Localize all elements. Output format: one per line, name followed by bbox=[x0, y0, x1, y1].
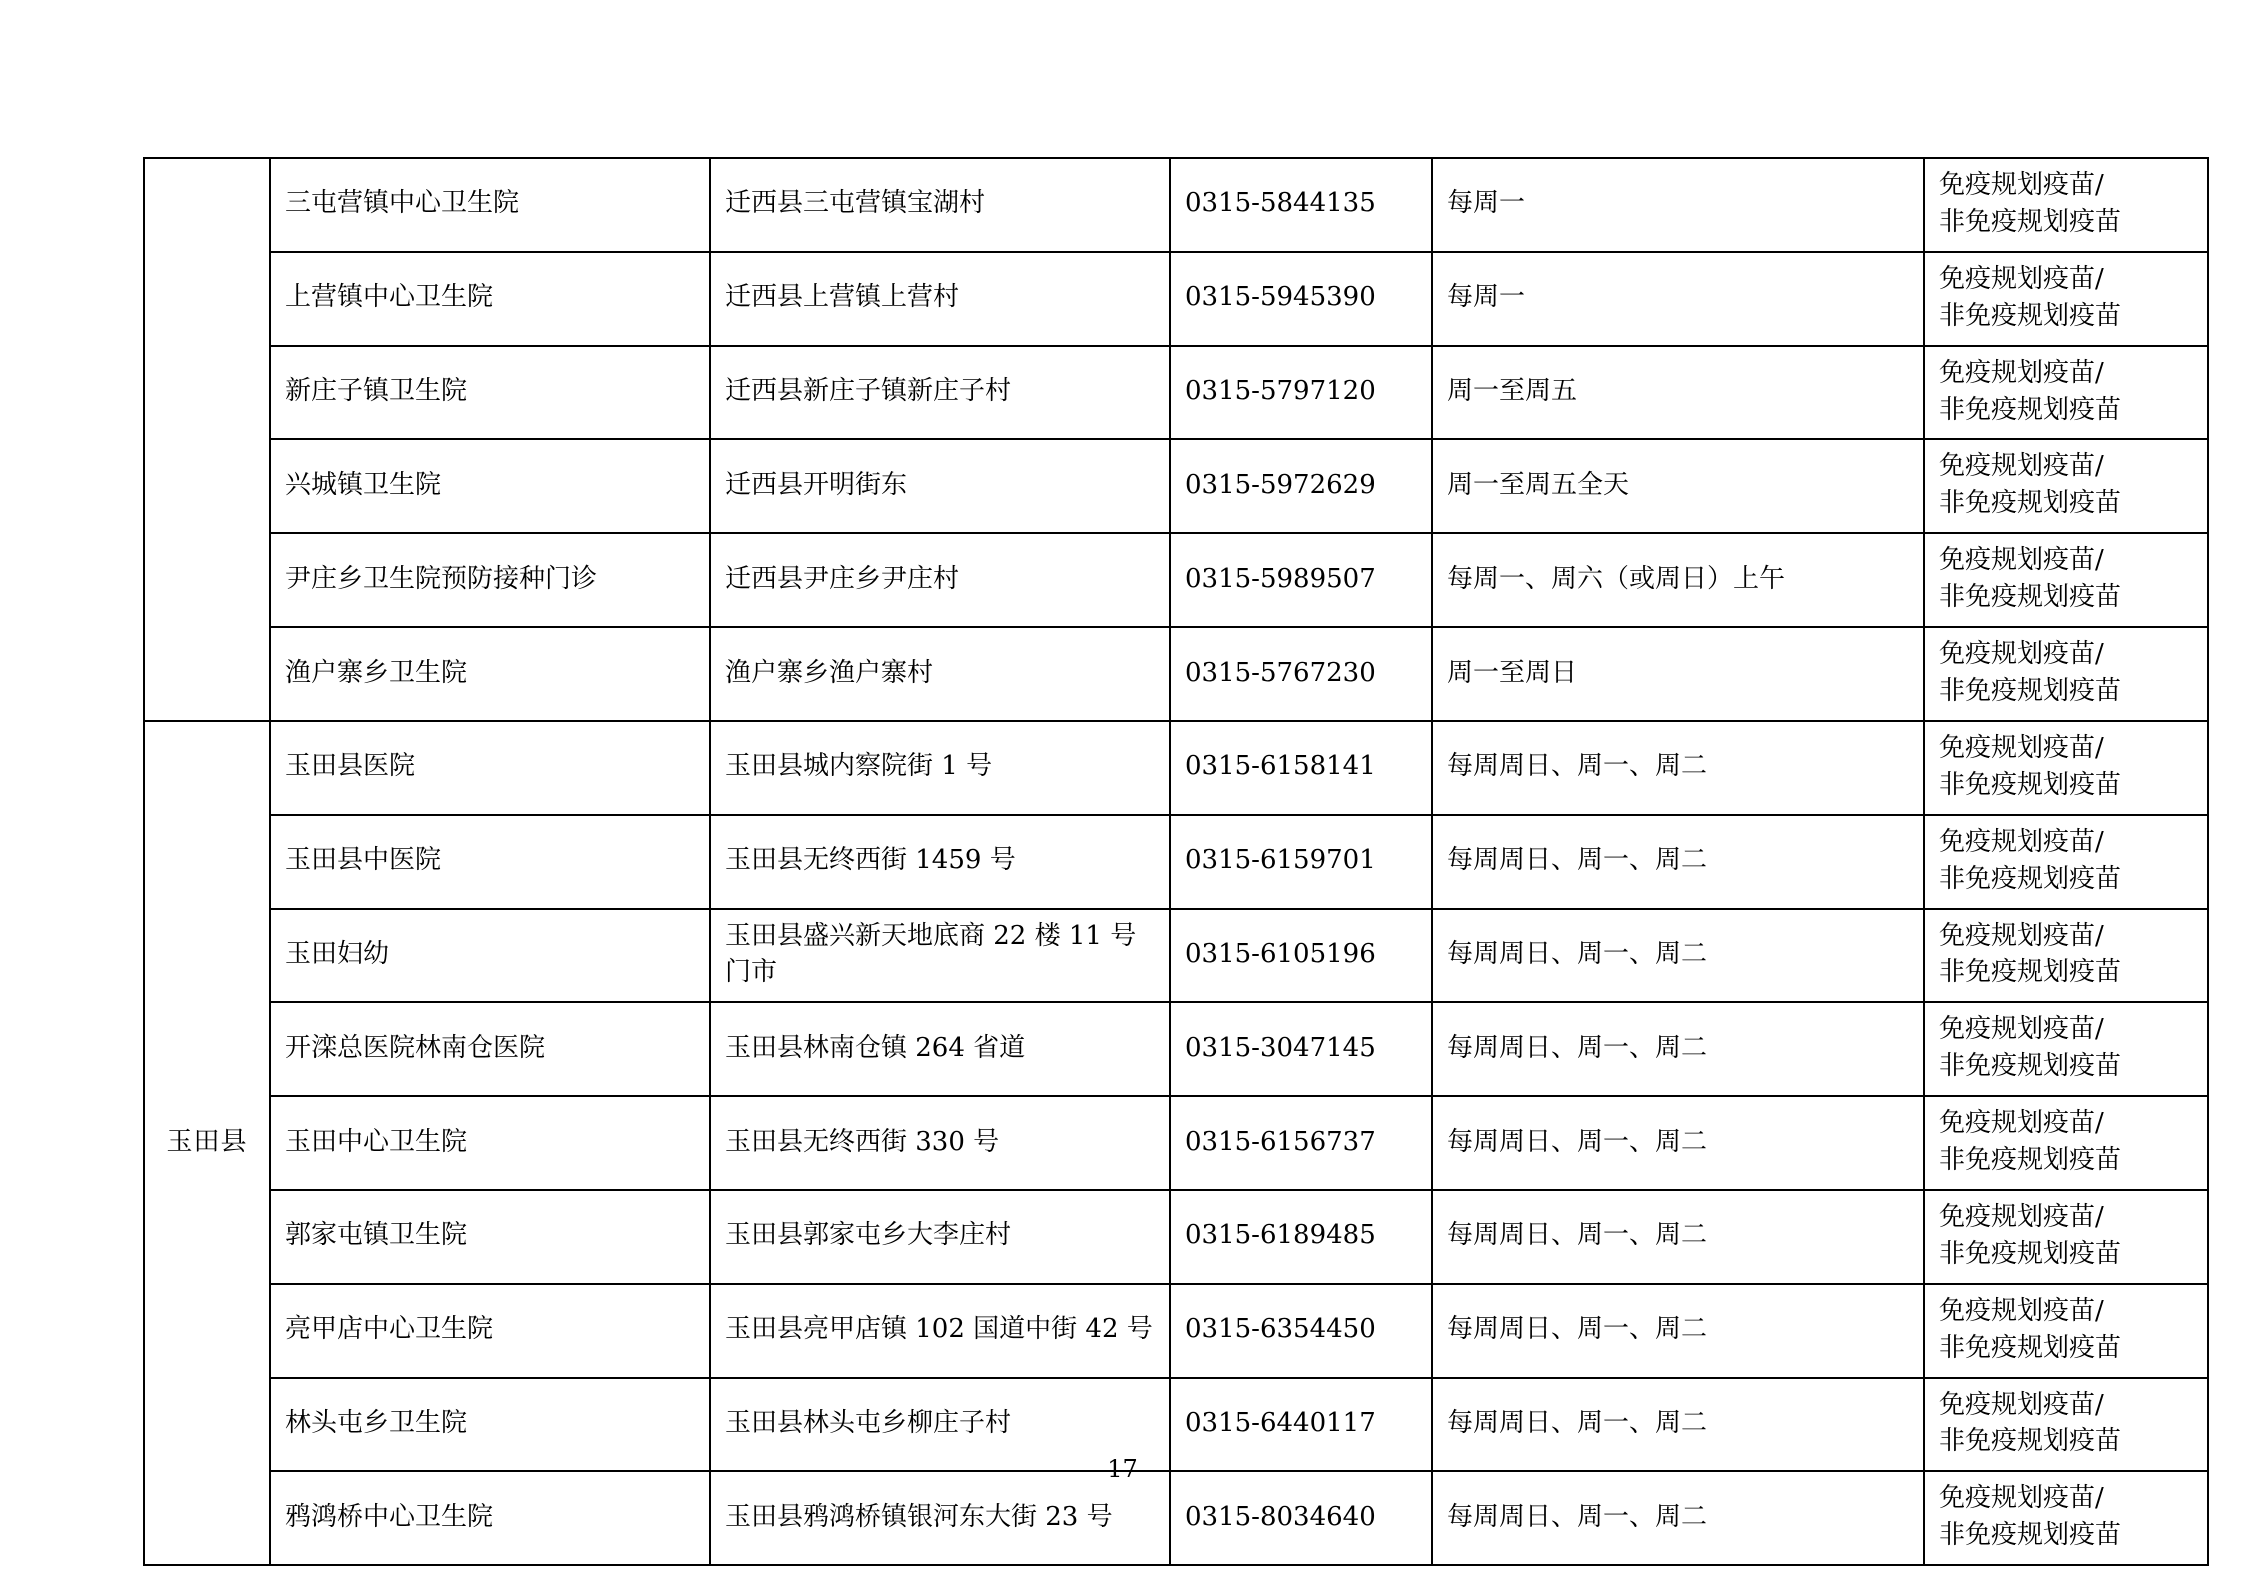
table-body bbox=[144, 158, 2208, 1565]
vaccine-type-cell bbox=[1924, 1002, 2208, 1096]
vaccine-type-line-2: 非免疫规划疫苗 bbox=[1939, 1145, 2122, 1176]
site-phone-cell: 0315-5767230 bbox=[1170, 627, 1432, 721]
vaccine-type-line-2: 非免疫规划疫苗 bbox=[1939, 1426, 2122, 1457]
vaccine-type-line-2: 非免疫规划疫苗 bbox=[1939, 1051, 2122, 1082]
site-phone-cell: 0315-6354450 bbox=[1170, 1284, 1432, 1378]
table-row bbox=[144, 1096, 2208, 1190]
site-name-cell: 郭家屯镇卫生院 bbox=[270, 1190, 710, 1284]
site-address-cell: 玉田县鸦鸿桥镇银河东大街 23 号 bbox=[710, 1471, 1170, 1565]
vaccine-type-cell bbox=[1924, 346, 2208, 440]
site-phone-cell: 0315-6156737 bbox=[1170, 1096, 1432, 1190]
site-address-cell: 迁西县新庄子镇新庄子村 bbox=[710, 346, 1170, 440]
table-row bbox=[144, 1190, 2208, 1284]
site-time-cell: 每周周日、周一、周二 bbox=[1432, 1002, 1924, 1096]
site-phone-cell: 0315-5945390 bbox=[1170, 252, 1432, 346]
site-phone-cell: 0315-6440117 bbox=[1170, 1378, 1432, 1472]
vaccine-type-line-1: 免疫规划疫苗/ bbox=[1939, 1389, 2104, 1420]
vaccine-type-cell bbox=[1924, 627, 2208, 721]
vaccine-type-cell bbox=[1924, 252, 2208, 346]
vaccine-type-line-1: 免疫规划疫苗/ bbox=[1939, 1108, 2104, 1139]
site-time-cell: 每周周日、周一、周二 bbox=[1432, 1378, 1924, 1472]
site-address-cell: 玉田县林头屯乡柳庄子村 bbox=[710, 1378, 1170, 1472]
site-name-cell: 玉田县中医院 bbox=[270, 815, 710, 909]
table-row bbox=[144, 533, 2208, 627]
vaccination-sites-table bbox=[143, 157, 2209, 1566]
site-time-cell: 每周一 bbox=[1432, 252, 1924, 346]
vaccine-type-line-2: 非免疫规划疫苗 bbox=[1939, 863, 2122, 894]
site-address-cell: 玉田县无终西街 1459 号 bbox=[710, 815, 1170, 909]
site-name-cell: 玉田中心卫生院 bbox=[270, 1096, 710, 1190]
site-time-cell: 每周周日、周一、周二 bbox=[1432, 1190, 1924, 1284]
vaccine-type-line-1: 免疫规划疫苗/ bbox=[1939, 639, 2104, 670]
site-name-cell: 渔户寨乡卫生院 bbox=[270, 627, 710, 721]
vaccine-type-line-2: 非免疫规划疫苗 bbox=[1939, 300, 2122, 331]
vaccine-type-line-1: 免疫规划疫苗/ bbox=[1939, 1295, 2104, 1326]
table-row bbox=[144, 252, 2208, 346]
site-name-cell: 上营镇中心卫生院 bbox=[270, 252, 710, 346]
table-row bbox=[144, 439, 2208, 533]
vaccine-type-line-1: 免疫规划疫苗/ bbox=[1939, 732, 2104, 763]
site-address-cell: 玉田县无终西街 330 号 bbox=[710, 1096, 1170, 1190]
table-row bbox=[144, 1284, 2208, 1378]
site-address-cell: 迁西县上营镇上营村 bbox=[710, 252, 1170, 346]
site-phone-cell: 0315-6159701 bbox=[1170, 815, 1432, 909]
vaccine-type-line-1: 免疫规划疫苗/ bbox=[1939, 357, 2104, 388]
site-time-cell: 周一至周五全天 bbox=[1432, 439, 1924, 533]
table-row bbox=[144, 909, 2208, 1003]
vaccine-type-cell bbox=[1924, 1096, 2208, 1190]
site-phone-cell: 0315-5989507 bbox=[1170, 533, 1432, 627]
site-name-cell: 亮甲店中心卫生院 bbox=[270, 1284, 710, 1378]
site-name-cell: 玉田妇幼 bbox=[270, 909, 710, 1003]
vaccine-type-line-1: 免疫规划疫苗/ bbox=[1939, 1483, 2104, 1514]
site-time-cell: 每周周日、周一、周二 bbox=[1432, 721, 1924, 815]
table-row bbox=[144, 1471, 2208, 1565]
site-address-cell: 玉田县郭家屯乡大李庄村 bbox=[710, 1190, 1170, 1284]
site-phone-cell: 0315-6158141 bbox=[1170, 721, 1432, 815]
site-phone-cell: 0315-6189485 bbox=[1170, 1190, 1432, 1284]
vaccine-type-cell bbox=[1924, 815, 2208, 909]
site-name-cell: 开滦总医院林南仓医院 bbox=[270, 1002, 710, 1096]
vaccine-type-line-1: 免疫规划疫苗/ bbox=[1939, 263, 2104, 294]
site-time-cell: 每周周日、周一、周二 bbox=[1432, 1471, 1924, 1565]
vaccine-type-line-1: 免疫规划疫苗/ bbox=[1939, 826, 2104, 857]
table-row bbox=[144, 627, 2208, 721]
site-phone-cell: 0315-5844135 bbox=[1170, 158, 1432, 252]
vaccine-type-line-2: 非免疫规划疫苗 bbox=[1939, 1332, 2122, 1363]
vaccine-type-cell bbox=[1924, 1284, 2208, 1378]
vaccine-type-line-2: 非免疫规划疫苗 bbox=[1939, 394, 2122, 425]
site-time-cell: 每周一、周六（或周日）上午 bbox=[1432, 533, 1924, 627]
site-address-cell: 玉田县林南仓镇 264 省道 bbox=[710, 1002, 1170, 1096]
vaccine-type-line-1: 免疫规划疫苗/ bbox=[1939, 451, 2104, 482]
site-time-cell: 周一至周五 bbox=[1432, 346, 1924, 440]
vaccine-type-cell bbox=[1924, 158, 2208, 252]
vaccine-type-line-2: 非免疫规划疫苗 bbox=[1939, 957, 2122, 988]
vaccine-type-line-1: 免疫规划疫苗/ bbox=[1939, 1201, 2104, 1232]
table-row bbox=[144, 158, 2208, 252]
table-row bbox=[144, 1002, 2208, 1096]
vaccine-type-line-2: 非免疫规划疫苗 bbox=[1939, 1238, 2122, 1269]
table-row bbox=[144, 815, 2208, 909]
county-cell: 玉田县 bbox=[144, 721, 270, 1565]
page-number: 17 bbox=[1107, 1455, 1138, 1483]
vaccine-type-cell bbox=[1924, 909, 2208, 1003]
site-name-cell: 林头屯乡卫生院 bbox=[270, 1378, 710, 1472]
site-address-cell: 玉田县盛兴新天地底商 22 楼 11 号门市 bbox=[710, 909, 1170, 1003]
site-time-cell: 每周一 bbox=[1432, 158, 1924, 252]
site-time-cell: 每周周日、周一、周二 bbox=[1432, 815, 1924, 909]
site-time-cell: 每周周日、周一、周二 bbox=[1432, 1096, 1924, 1190]
vaccine-type-cell bbox=[1924, 1190, 2208, 1284]
county-cell bbox=[144, 158, 270, 721]
site-address-cell: 玉田县亮甲店镇 102 国道中街 42 号 bbox=[710, 1284, 1170, 1378]
vaccine-type-cell bbox=[1924, 1471, 2208, 1565]
site-phone-cell: 0315-8034640 bbox=[1170, 1471, 1432, 1565]
site-name-cell: 兴城镇卫生院 bbox=[270, 439, 710, 533]
vaccination-sites-table-wrapper bbox=[143, 157, 2122, 1566]
vaccine-type-line-1: 免疫规划疫苗/ bbox=[1939, 170, 2104, 200]
vaccine-type-line-2: 非免疫规划疫苗 bbox=[1939, 1520, 2122, 1551]
vaccine-type-line-2: 非免疫规划疫苗 bbox=[1939, 769, 2122, 800]
site-name-cell: 玉田县医院 bbox=[270, 721, 710, 815]
table-row bbox=[144, 346, 2208, 440]
site-address-cell: 迁西县尹庄乡尹庄村 bbox=[710, 533, 1170, 627]
vaccine-type-cell bbox=[1924, 533, 2208, 627]
vaccine-type-line-1: 免疫规划疫苗/ bbox=[1939, 1014, 2104, 1045]
site-time-cell: 每周周日、周一、周二 bbox=[1432, 1284, 1924, 1378]
site-phone-cell: 0315-6105196 bbox=[1170, 909, 1432, 1003]
vaccine-type-line-2: 非免疫规划疫苗 bbox=[1939, 206, 2122, 237]
table-row bbox=[144, 721, 2208, 815]
vaccine-type-line-2: 非免疫规划疫苗 bbox=[1939, 582, 2122, 613]
site-name-cell: 新庄子镇卫生院 bbox=[270, 346, 710, 440]
vaccine-type-line-1: 免疫规划疫苗/ bbox=[1939, 920, 2104, 951]
site-address-cell: 迁西县三屯营镇宝湖村 bbox=[710, 158, 1170, 252]
vaccine-type-line-2: 非免疫规划疫苗 bbox=[1939, 675, 2122, 706]
vaccine-type-cell bbox=[1924, 721, 2208, 815]
site-address-cell: 迁西县开明街东 bbox=[710, 439, 1170, 533]
site-address-cell: 渔户寨乡渔户寨村 bbox=[710, 627, 1170, 721]
site-phone-cell: 0315-5797120 bbox=[1170, 346, 1432, 440]
vaccine-type-line-2: 非免疫规划疫苗 bbox=[1939, 488, 2122, 519]
site-name-cell: 鸦鸿桥中心卫生院 bbox=[270, 1471, 710, 1565]
vaccine-type-line-1: 免疫规划疫苗/ bbox=[1939, 545, 2104, 576]
site-name-cell: 尹庄乡卫生院预防接种门诊 bbox=[270, 533, 710, 627]
vaccine-type-cell bbox=[1924, 439, 2208, 533]
site-time-cell: 每周周日、周一、周二 bbox=[1432, 909, 1924, 1003]
site-time-cell: 周一至周日 bbox=[1432, 627, 1924, 721]
site-address-cell: 玉田县城内察院街 1 号 bbox=[710, 721, 1170, 815]
site-phone-cell: 0315-5972629 bbox=[1170, 439, 1432, 533]
site-phone-cell: 0315-3047145 bbox=[1170, 1002, 1432, 1096]
site-name-cell: 三屯营镇中心卫生院 bbox=[270, 158, 710, 252]
